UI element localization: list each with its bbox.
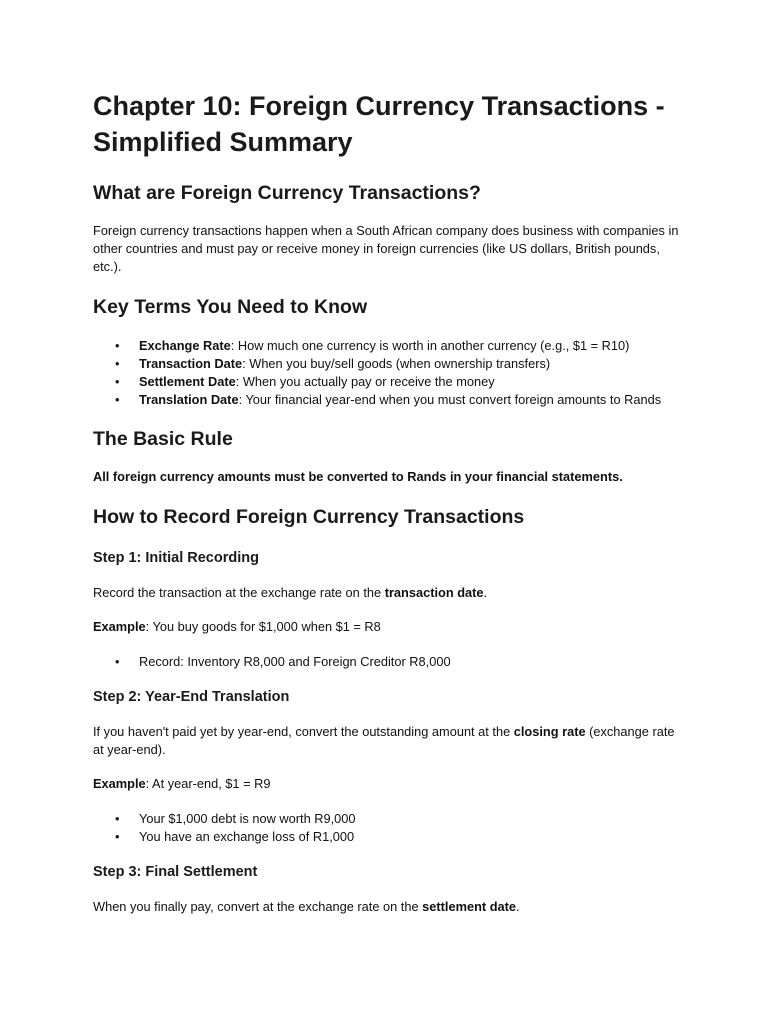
list-item xyxy=(93,337,679,355)
term-description: : When you buy/sell goods (when ownership transfers) xyxy=(242,356,551,371)
term-label: Transaction Date xyxy=(139,356,243,371)
bullet-icon: • xyxy=(115,811,120,826)
step-1-example xyxy=(93,618,683,636)
term-description: : When you actually pay or receive the money xyxy=(235,374,495,389)
step-2-list xyxy=(93,810,768,846)
list-item xyxy=(93,828,679,846)
step-1-text: Record the transaction at the exchange rate on the xyxy=(93,585,385,600)
bullet-icon: • xyxy=(115,392,120,407)
step-2-paragraph xyxy=(93,723,683,759)
step-1-text-end: . xyxy=(483,585,488,600)
term-label: Settlement Date xyxy=(139,374,236,389)
list-item xyxy=(93,355,679,373)
step-3-paragraph xyxy=(93,898,683,916)
list-item-text: You have an exchange loss of R1,000 xyxy=(139,829,355,844)
term-label: Exchange Rate xyxy=(139,338,231,353)
step-1-heading: Step 1: Initial Recording xyxy=(93,550,259,566)
section-heading-what: What are Foreign Currency Transactions? xyxy=(93,182,481,204)
bullet-icon: • xyxy=(115,374,120,389)
term-description: : Your financial year-end when you must convert foreign amounts to Rands xyxy=(238,392,662,407)
step-1-list xyxy=(93,653,768,671)
intro-paragraph: Foreign currency transactions happen when a South African company does business with companies in other countries and must pay or receive money in foreign currencies (like US dollars, British pounds, etc.). xyxy=(93,223,679,274)
step-2-bold-term: closing rate xyxy=(513,724,586,739)
bullet-icon: • xyxy=(115,338,120,353)
step-2-text: If you haven't paid yet by year-end, convert the outstanding amount at the xyxy=(93,724,514,739)
step-3-heading: Step 3: Final Settlement xyxy=(93,864,258,880)
step-3-bold-term: settlement date xyxy=(422,899,517,914)
list-item-text: Record: Inventory R8,000 and Foreign Creditor R8,000 xyxy=(139,654,451,669)
basic-rule-text: All foreign currency amounts must be converted to Rands in your financial statements. xyxy=(93,469,623,484)
list-item xyxy=(93,391,679,409)
section-heading-key-terms: Key Terms You Need to Know xyxy=(93,296,368,318)
step-2-text-end: (exchange rate at year-end). xyxy=(93,724,675,757)
term-label: Translation Date xyxy=(139,392,239,407)
list-item-text: Your $1,000 debt is now worth R9,000 xyxy=(139,811,356,826)
bullet-icon: • xyxy=(115,654,120,669)
list-item xyxy=(93,373,679,391)
step-1-bold-term: transaction date xyxy=(384,585,484,600)
section-heading-basic-rule: The Basic Rule xyxy=(93,428,233,450)
step-3-text: When you finally pay, convert at the exchange rate on the xyxy=(93,899,423,914)
list-item xyxy=(93,653,679,671)
step-1-paragraph xyxy=(93,584,683,602)
section-heading-how-to-record: How to Record Foreign Currency Transactions xyxy=(93,506,525,528)
example-text: : At year-end, $1 = R9 xyxy=(145,776,271,791)
step-2-example xyxy=(93,775,683,793)
key-terms-list xyxy=(93,337,768,409)
step-2-heading: Step 2: Year-End Translation xyxy=(93,689,290,705)
bullet-icon: • xyxy=(115,356,120,371)
example-label: Example xyxy=(93,619,146,634)
step-3-text-end: . xyxy=(516,899,520,914)
example-text: : You buy goods for $1,000 when $1 = R8 xyxy=(145,619,381,634)
bullet-icon: • xyxy=(115,829,120,844)
example-label: Example xyxy=(93,776,146,791)
term-description: : How much one currency is worth in another currency (e.g., $1 = R10) xyxy=(230,338,630,353)
page-title: Chapter 10: Foreign Currency Transactions - Simplified Summary xyxy=(93,91,665,157)
list-item xyxy=(93,810,679,828)
basic-rule-paragraph xyxy=(93,468,683,486)
